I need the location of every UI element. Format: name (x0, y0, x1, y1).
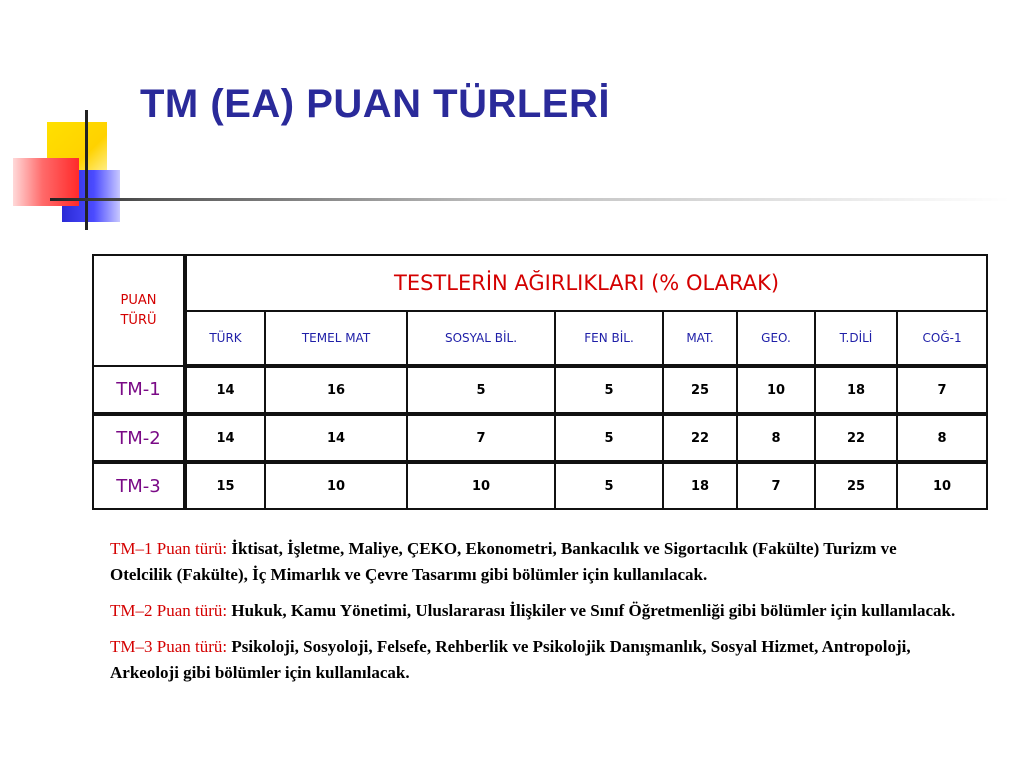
puan-header-line1: PUAN (120, 292, 157, 308)
table-cell: 14 (265, 414, 407, 462)
notes-section (110, 536, 960, 696)
column-header-cog-1: COĞ-1 (897, 311, 987, 366)
table-cell: 7 (407, 414, 555, 462)
note-tm-2 (110, 598, 960, 624)
column-header-sosyal-bil: SOSYAL BİL. (407, 311, 555, 366)
column-header-fen-bil: FEN BİL. (555, 311, 663, 366)
table-cell: 10 (737, 366, 815, 414)
table-cell: 5 (555, 414, 663, 462)
note-label: TM–2 Puan türü: (110, 601, 228, 620)
row-label-tm-3: TM-3 (93, 462, 185, 509)
note-tm-3 (110, 634, 960, 686)
test-weights-table (92, 254, 988, 510)
table-cell: 22 (815, 414, 897, 462)
table-cell: 8 (897, 414, 987, 462)
table-cell: 8 (737, 414, 815, 462)
table-cell: 5 (407, 366, 555, 414)
table-cell: 7 (897, 366, 987, 414)
puan-header-line2: TÜRÜ (120, 312, 157, 328)
slide-title: TM (EA) PUAN TÜRLERİ (140, 82, 610, 126)
horizontal-divider-line (50, 198, 1010, 201)
table-cell: 14 (185, 414, 265, 462)
table-cell: 25 (663, 366, 737, 414)
note-label: TM–1 Puan türü: (110, 539, 228, 558)
column-header-temel-mat: TEMEL MAT (265, 311, 407, 366)
note-text: Psikoloji, Sosyoloji, Felsefe, Rehberlik ve Psikolojik Danışmanlık, Sosyal Hizmet, Antropoloji, Arkeoloji gibi bölümler için kullanılacak. (110, 637, 911, 682)
puan-turu-header (93, 255, 185, 366)
table-cell: 22 (663, 414, 737, 462)
table-cell: 15 (185, 462, 265, 509)
table-row (93, 414, 987, 462)
note-label: TM–3 Puan türü: (110, 637, 228, 656)
table-cell: 7 (737, 462, 815, 509)
column-header-turk: TÜRK (185, 311, 265, 366)
row-label-tm-1: TM-1 (93, 366, 185, 414)
table-cell: 16 (265, 366, 407, 414)
note-tm-1 (110, 536, 960, 588)
table-cell: 10 (407, 462, 555, 509)
table-cell: 10 (265, 462, 407, 509)
table-cell: 5 (555, 366, 663, 414)
column-header-mat: MAT. (663, 311, 737, 366)
table-row (93, 462, 987, 509)
vertical-divider-line (85, 110, 88, 230)
column-header-geo: GEO. (737, 311, 815, 366)
note-text: Hukuk, Kamu Yönetimi, Uluslararası İlişkiler ve Sınıf Öğretmenliği gibi bölümler için kullanılacak. (227, 601, 956, 620)
table-row (93, 366, 987, 414)
weights-group-header: TESTLERİN AĞIRLIKLARI (% OLARAK) (185, 255, 987, 311)
table-cell: 14 (185, 366, 265, 414)
row-label-tm-2: TM-2 (93, 414, 185, 462)
table-cell: 18 (815, 366, 897, 414)
column-header-t-dili: T.DİLİ (815, 311, 897, 366)
table-cell: 10 (897, 462, 987, 509)
note-text: İktisat, İşletme, Maliye, ÇEKO, Ekonometri, Bankacılık ve Sigortacılık (Fakülte) Turizm ve Otelcilik (Fakülte), İç Mimarlık ve Çevre Tasarımı gibi bölümler için kullanılacak. (110, 539, 897, 584)
table-cell: 25 (815, 462, 897, 509)
table-cell: 18 (663, 462, 737, 509)
table-cell: 5 (555, 462, 663, 509)
